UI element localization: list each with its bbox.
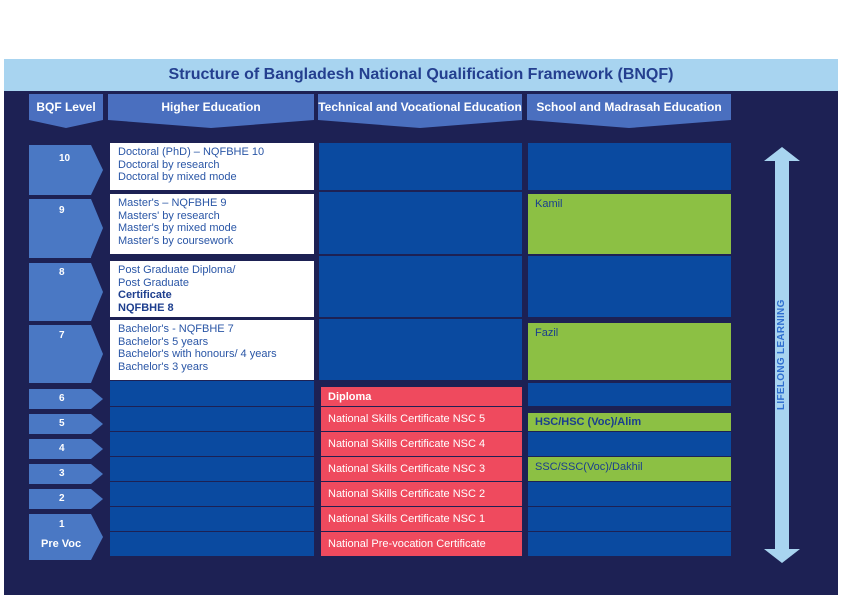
level-arrow-7: 7 [29, 325, 91, 383]
level-arrow-4: 4 [29, 439, 91, 459]
school-level-1 [528, 507, 731, 531]
tvet-prevoc-certificate: National Pre-vocation Certificate [321, 532, 522, 556]
level-arrow-4-point [91, 439, 103, 459]
school-fazil: Fazil [528, 323, 731, 380]
school-hsc: HSC/HSC (Voc)/Alim [528, 413, 731, 431]
tvet-nsc-1: National Skills Certificate NSC 1 [321, 507, 522, 531]
he-level-5 [110, 407, 314, 431]
he-level-8-line-4: NQFBHE 8 [118, 301, 174, 314]
level-arrow-8: 8 [29, 263, 91, 321]
school-level-10 [528, 143, 731, 190]
school-level-prevoc [528, 532, 731, 556]
page-title: Structure of Bangladesh National Qualification Framework (BNQF) [4, 59, 838, 91]
he-level-8-line-2: Post Graduate [118, 276, 189, 289]
he-level-7-line-1: Bachelor's - NQFBHE 7 [118, 323, 234, 335]
level-arrow-2-point [91, 489, 103, 509]
header-tvet-point [318, 120, 522, 128]
header-bqf-level: BQF Level [29, 94, 103, 120]
header-school-point [527, 120, 731, 128]
level-arrow-5-point [91, 414, 103, 434]
he-level-8-line-3: Certificate [118, 289, 172, 301]
tvet-nsc-5: National Skills Certificate NSC 5 [321, 407, 522, 431]
school-kamil: Kamil [528, 194, 731, 254]
level-arrow-10: 10 [29, 145, 91, 195]
level-arrow-10-point [91, 145, 103, 195]
level-arrow-7-point [91, 325, 103, 383]
he-level-9-line-4: Master's by coursework [118, 234, 234, 247]
level-label-1: 1 [59, 519, 65, 530]
he-level-7-line-4: Bachelor's 3 years [118, 360, 209, 373]
level-arrow-8-point [91, 263, 103, 321]
he-level-10 [110, 143, 314, 190]
school-level-2 [528, 482, 731, 506]
he-level-1 [110, 507, 314, 531]
school-level-4 [528, 432, 731, 456]
tvet-level-10 [319, 143, 522, 190]
level-arrow-2: 2 [29, 489, 91, 509]
tvet-level-8 [319, 256, 522, 317]
tvet-nsc-3: National Skills Certificate NSC 3 [321, 457, 522, 481]
level-arrow-9: 9 [29, 199, 91, 258]
he-level-prevoc [110, 532, 314, 556]
level-arrow-9-point [91, 199, 103, 257]
he-level-10-line-1: Doctoral (PhD) – NQFBHE 10 [118, 146, 265, 158]
school-ssc: SSC/SSC(Voc)/Dakhil [528, 457, 731, 481]
he-level-8-line-1: Post Graduate Diploma/ [118, 264, 236, 276]
level-label-prevoc: Pre Voc [41, 538, 82, 550]
he-level-7 [110, 320, 314, 380]
level-arrow-3: 3 [29, 464, 91, 484]
he-level-10-line-3: Doctoral by mixed mode [118, 171, 237, 183]
level-arrow-6-point [91, 389, 103, 409]
header-school: School and Madrasah Education [527, 94, 731, 120]
he-level-8 [110, 261, 314, 317]
he-level-9 [110, 194, 314, 254]
he-level-6 [110, 381, 314, 406]
he-level-4 [110, 432, 314, 456]
lifelong-learning-label: LIFELONG LEARNING [776, 299, 787, 410]
he-level-3 [110, 457, 314, 481]
he-level-7-line-2: Bachelor's 5 years [118, 335, 209, 348]
tvet-diploma: Diploma [321, 387, 522, 406]
he-level-10-line-2: Doctoral by research [118, 158, 220, 171]
tvet-nsc-4: National Skills Certificate NSC 4 [321, 432, 522, 456]
he-level-7-line-3: Bachelor's with honours/ 4 years [118, 348, 277, 360]
he-level-2 [110, 482, 314, 506]
level-arrow-3-point [91, 464, 103, 484]
tvet-nsc-2: National Skills Certificate NSC 2 [321, 482, 522, 506]
he-level-9-line-1: Master's – NQFBHE 9 [118, 197, 227, 209]
school-level-6 [528, 383, 731, 406]
level-arrow-6: 6 [29, 389, 91, 409]
header-higher-education-point [108, 120, 314, 128]
tvet-level-7 [319, 319, 522, 380]
level-arrow-5: 5 [29, 414, 91, 434]
level-arrow-1-prevoc [29, 514, 91, 560]
tvet-level-9 [319, 192, 522, 254]
header-bqf-level-point [29, 120, 103, 128]
he-level-9-line-3: Master's by mixed mode [118, 222, 237, 234]
header-tvet: Technical and Vocational Education [318, 94, 522, 120]
header-higher-education: Higher Education [108, 94, 314, 120]
level-arrow-1-prevoc-point [91, 514, 103, 560]
school-level-8 [528, 256, 731, 317]
he-level-9-line-2: Masters' by research [118, 209, 220, 222]
